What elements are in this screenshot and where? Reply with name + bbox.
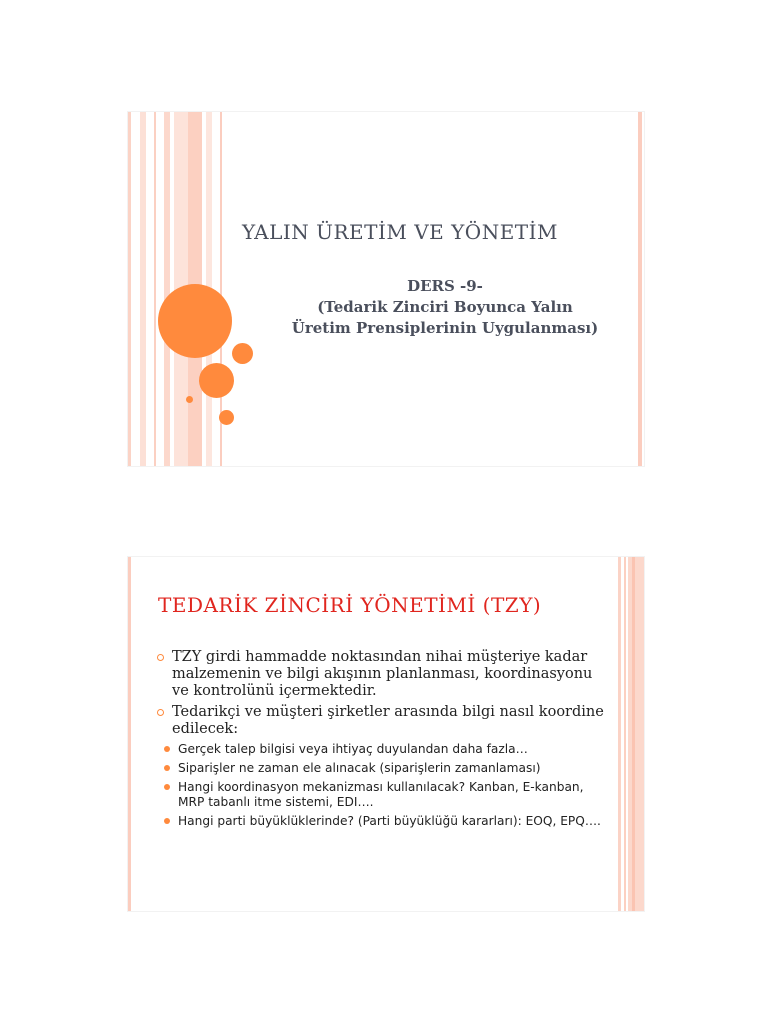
decorative-stripe xyxy=(632,557,635,911)
bullet-text: TZY girdi hammadde noktasından nihai müşteriye kadar malzemenin ve bilgi akışının planlanması, koordinasyonu ve kontrolünü içermektedir. xyxy=(172,649,593,699)
subtitle-line: (Tedarik Zinciri Boyunca Yalın xyxy=(317,298,573,316)
bullet-item xyxy=(156,649,606,700)
ring-bullet-icon xyxy=(157,654,164,661)
decorative-stripe xyxy=(128,112,131,466)
decorative-circle xyxy=(186,396,193,403)
sub-bullet-text: Gerçek talep bilgisi veya ihtiyaç duyulandan daha fazla… xyxy=(178,742,528,756)
sub-bullet-text: Hangi koordinasyon mekanizması kullanılacak? Kanban, E-kanban, MRP tabanlı itme sistemi, EDI…. xyxy=(178,780,584,809)
decorative-stripe xyxy=(624,557,626,911)
bullet-list xyxy=(156,649,606,833)
slide-subtitle xyxy=(260,276,630,339)
subtitle-line: Üretim Prensiplerinin Uygulanması) xyxy=(291,319,599,337)
slide-content xyxy=(128,557,644,911)
bullet-text: Tedarikçi ve müşteri şirketler arasında bilgi nasıl koordine edilecek: xyxy=(172,704,604,737)
decorative-stripe xyxy=(638,112,642,466)
dot-bullet-icon xyxy=(164,818,170,824)
sub-bullet-item xyxy=(156,780,606,810)
ring-bullet-icon xyxy=(157,709,164,716)
decorative-stripe xyxy=(140,112,146,466)
decorative-stripe xyxy=(128,557,131,911)
decorative-circle xyxy=(158,284,232,358)
slide-heading: TEDARİK ZİNCİRİ YÖNETİMİ (TZY) xyxy=(158,593,542,617)
sub-bullet-text: Hangi parti büyüklüklerinde? (Parti büyüklüğü kararları): EOQ, EPQ…. xyxy=(178,814,601,828)
sub-bullet-item xyxy=(156,761,606,776)
dot-bullet-icon xyxy=(164,746,170,752)
bullet-item xyxy=(156,704,606,738)
decorative-stripe xyxy=(628,557,644,911)
decorative-circle xyxy=(232,343,253,364)
decorative-circle xyxy=(199,363,234,398)
decorative-stripe xyxy=(154,112,156,466)
slide-title-heading: YALIN ÜRETİM VE YÖNETİM xyxy=(241,220,559,244)
sub-bullet-text: Siparişler ne zaman ele alınacak (siparişlerin zamanlaması) xyxy=(178,761,541,775)
dot-bullet-icon xyxy=(164,765,170,771)
decorative-stripe xyxy=(164,112,170,466)
slide-title xyxy=(128,112,644,466)
dot-bullet-icon xyxy=(164,784,170,790)
subtitle-line: DERS -9- xyxy=(407,277,483,295)
decorative-stripe xyxy=(618,557,621,911)
decorative-circle xyxy=(219,410,234,425)
sub-bullet-item xyxy=(156,814,606,829)
sub-bullet-item xyxy=(156,742,606,757)
